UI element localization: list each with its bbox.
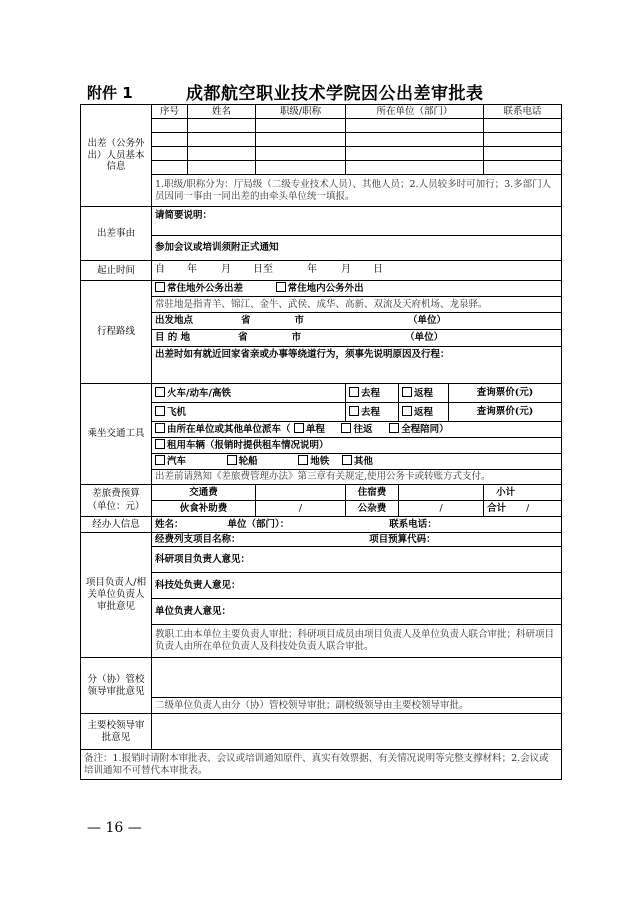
page-number: — 16 — [87,820,142,836]
inside-trip-checkbox[interactable]: 常住地内公务外出 [276,283,364,294]
time-field[interactable]: 自 年 月 日至 年 月 日 [152,261,562,281]
personnel-row[interactable] [81,161,562,175]
departure-field[interactable]: 出发地点 省 市 （单位） [152,313,562,330]
col-unit: 所在单位（部门） [346,105,484,119]
col-phone: 联系电话 [484,105,562,119]
train-back-checkbox[interactable]: 返程 [402,388,433,399]
col-rank: 职级/职称 [256,105,346,119]
form-title: 成都航空职业技术学院因公出差审批表 [186,84,484,104]
time-label: 起止时间 [81,261,152,281]
plane-checkbox[interactable]: 飞机 [155,407,186,418]
budget-label: 差旅费预算（单位：元） [81,485,152,517]
project-name-field[interactable]: 经费列支项目名称： [155,533,241,545]
misc-fee-input[interactable]: / [399,501,484,517]
personnel-row[interactable] [81,147,562,161]
project-label: 项目负责人/相关单位负责人审批意见 [81,533,152,658]
single-trip-checkbox[interactable]: 单程 [294,424,325,435]
plane-fare-label: 查询票价(元) [449,403,562,422]
division-opinion[interactable] [152,658,562,698]
bus-checkbox[interactable]: 汽车 [155,456,186,467]
division-note: 二级单位负责人由分（协）管校领导审批；副校级领导由主要校领导审批。 [152,698,562,714]
transport-note: 出差前请熟知《差旅费管理办法》第三章有关规定,使用公务卡或转账方式支付。 [152,470,562,485]
sci-leader-opinion[interactable]: 科研项目负责人意见： [152,547,562,573]
project-code-field[interactable]: 项目预算代码： [369,533,436,545]
main-leader-label: 主要校领导审批意见 [81,714,152,750]
personnel-label: 出差（公务外出）人员基本信息 [81,105,152,207]
reason-label: 出差事由 [81,207,152,261]
unit-car-checkbox[interactable]: 由所在单位或其他单位派车（ [155,424,291,435]
train-fare-label: 查询票价(元) [449,384,562,403]
approval-form [80,104,562,780]
subtotal-label: 小计 [484,485,562,501]
outside-trip-checkbox[interactable]: 常住地外公务出差 [155,283,243,294]
ship-checkbox[interactable]: 轮船 [227,456,258,467]
col-name: 姓名 [188,105,256,119]
lodging-fee-input[interactable] [399,485,484,501]
plane-back-checkbox[interactable]: 返程 [402,407,433,418]
personnel-row[interactable] [81,133,562,147]
division-label: 分（协）管校领导审批意见 [81,658,152,714]
tech-office-opinion[interactable]: 科技处负责人意见： [152,573,562,599]
traffic-fee-input[interactable] [256,485,346,501]
handler-label: 经办人信息 [81,517,152,533]
unit-leader-opinion[interactable]: 单位负责人意见： [152,599,562,625]
full-escort-checkbox[interactable]: 全程陪同） [389,424,449,435]
meal-allowance-input[interactable]: / [256,501,346,517]
reason-prompt[interactable]: 请简要说明： [152,207,562,236]
route-label: 行程路线 [81,281,152,384]
reason-attach-note: 参加会议或培训须附正式通知 [152,236,562,261]
train-checkbox[interactable]: 火车/动车/高铁 [155,388,231,399]
plane-go-checkbox[interactable]: 去程 [349,407,380,418]
residence-note: 常驻地是指青羊、锦江、金牛、武侯、成华、高新、双流及天府机场、龙泉驿。 [152,297,562,313]
project-note: 教职工由本单位主要负责人审批；科研项目成员由项目负责人及单位负责人联合审批；科研项目负责人由所在单位负责人及科技处负责人联合审批。 [152,625,562,658]
personnel-note: 1.职级/职称分为：厅局级（二级专业技术人员）、其他人员；2.人员较多时可加行；3.多部门人员因同一事由一同出差的由牵头单位统一填报。 [152,175,562,207]
destination-field[interactable]: 目 的 地 省 市 （单位） [152,330,562,347]
col-seq: 序号 [152,105,188,119]
meal-allowance-label: 伙食补助费 [152,501,256,517]
footer-remark: 备注：1.报销时请附本审批表、会议或培训通知原件、真实有效票据、有关情况说明等完整支撑材料；2.会议或培训通知不可替代本审批表。 [81,750,562,780]
transport-label: 乘坐交通工具 [81,384,152,485]
misc-fee-label: 公杂费 [346,501,399,517]
other-checkbox[interactable]: 其他 [342,456,373,467]
attachment-label: 附件 1 [87,84,133,102]
total-field[interactable]: 合计 / [484,501,562,517]
handler-field[interactable]: 姓名： 单位（部门）： 联系电话： [152,517,562,533]
lodging-fee-label: 住宿费 [346,485,399,501]
train-go-checkbox[interactable]: 去程 [349,388,380,399]
subway-checkbox[interactable]: 地铁 [298,456,329,467]
rental-car-checkbox[interactable]: 租用车辆（报销时提供租车情况说明） [155,440,329,451]
traffic-fee-label: 交通费 [152,485,256,501]
personnel-row[interactable] [81,119,562,133]
round-trip-checkbox[interactable]: 往返 [341,424,372,435]
main-leader-opinion[interactable] [152,714,562,750]
detour-field[interactable]: 出差时如有就近回家省亲或办事等绕道行为，须事先说明原因及行程： [152,347,562,384]
